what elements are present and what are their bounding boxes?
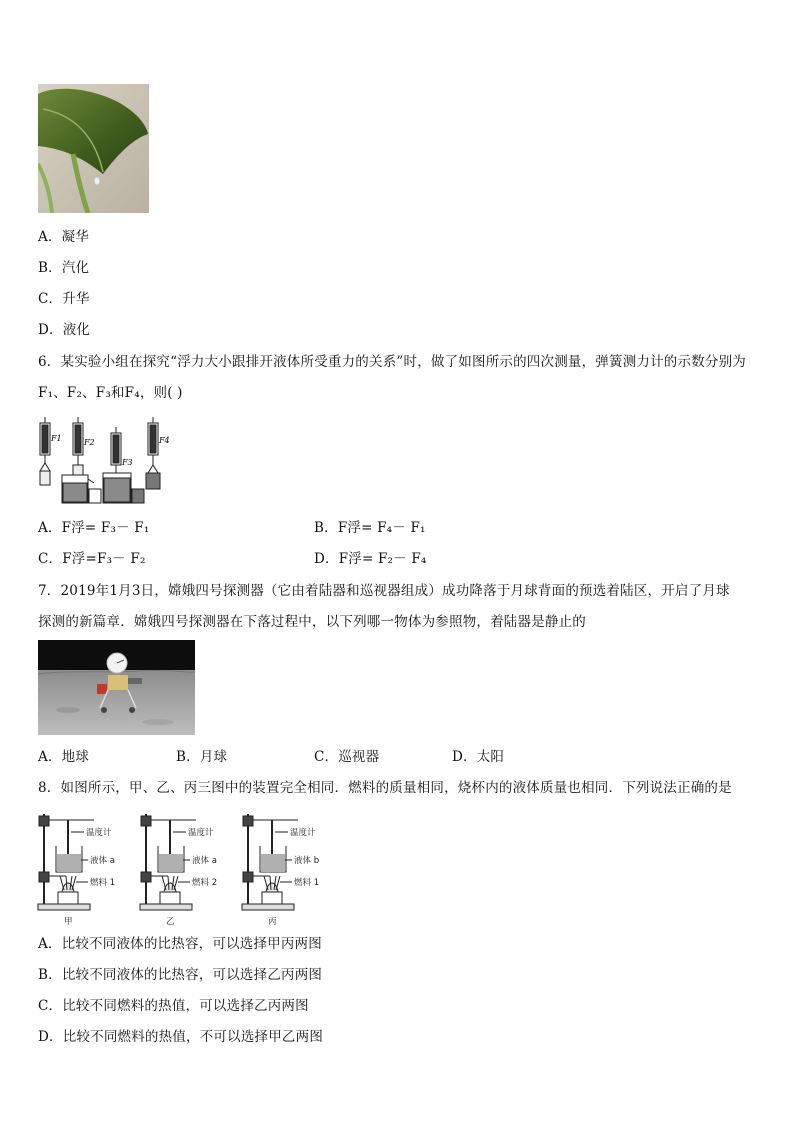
fuel-label-jia: 燃料 1 xyxy=(90,878,116,888)
q5-option-d: D．液化 xyxy=(38,322,91,338)
liquid-label-jia: 液体 a xyxy=(90,856,115,866)
q8-option-a: A．比较不同液体的比热容，可以选择甲丙两图 xyxy=(38,936,322,952)
q6-stem-line2: F₁、F₂、F₃和F₄，则( ) xyxy=(38,385,183,401)
q7-stem-line1: 7．2019年1月3日，嫦娥四号探测器（它由着陆器和巡视器组成）成功降落于月球背面的预选着陆区，开启了月球 xyxy=(38,583,730,599)
fuel-label-bing: 燃料 1 xyxy=(294,878,320,888)
q6-stem-line1: 6．某实验小组在探究“浮力大小跟排开液体所受重力的关系”时，做了如图所示的四次测量，弹簧测力计的示数分别为 xyxy=(38,354,746,370)
q6-option-b: B．F浮= F₄－ F₁ xyxy=(314,520,426,536)
spring-scale-figure xyxy=(36,415,176,507)
liquid-label-yi: 液体 a xyxy=(192,856,217,866)
q7-option-b: B．月球 xyxy=(176,749,228,765)
f2-label: F2 xyxy=(84,438,95,447)
q6-option-c: C．F浮=F₃－ F₂ xyxy=(38,551,146,567)
heating-apparatus-figure xyxy=(36,810,336,930)
q7-stem-line2: 探测的新篇章．嫦娥四号探测器在下落过程中，以下列哪一物体为参照物，着陆器是静止的 xyxy=(38,614,586,630)
q8-option-c: C．比较不同燃料的热值，可以选择乙丙两图 xyxy=(38,998,309,1014)
q7-option-d: D．太阳 xyxy=(452,749,505,765)
q8-option-b: B．比较不同液体的比热容，可以选择乙丙两图 xyxy=(38,967,323,983)
fuel-label-yi: 燃料 2 xyxy=(192,878,218,888)
q5-option-b: B．汽化 xyxy=(38,260,90,276)
q7-option-c: C．巡视器 xyxy=(314,749,380,765)
caption-bing: 丙 xyxy=(268,917,277,927)
caption-jia: 甲 xyxy=(64,917,73,927)
lunar-lander-photo xyxy=(38,640,195,735)
q6-option-d: D．F浮= F₂－ F₄ xyxy=(314,551,427,567)
liquid-label-bing: 液体 b xyxy=(294,856,320,866)
f3-label: F3 xyxy=(122,458,133,467)
leaf-dew-photo xyxy=(38,84,149,213)
thermo-label-yi: 温度计 xyxy=(188,828,214,838)
q7-option-a: A．地球 xyxy=(38,749,90,765)
thermo-label-bing: 温度计 xyxy=(290,828,316,838)
f1-label: F1 xyxy=(51,434,62,443)
f4-label: F4 xyxy=(159,436,170,445)
q5-option-c: C．升华 xyxy=(38,291,90,307)
q6-option-a: A．F浮= F₃－ F₁ xyxy=(38,520,150,536)
thermo-label-jia: 温度计 xyxy=(86,828,112,838)
q8-option-d: D．比较不同燃料的热值，不可以选择甲乙两图 xyxy=(38,1029,324,1045)
q8-stem: 8．如图所示，甲、乙、丙三图中的装置完全相同．燃料的质量相同，烧杯内的液体质量也相同．下列说法正确的是 xyxy=(38,780,732,796)
q5-option-a: A．凝华 xyxy=(38,229,90,245)
caption-yi: 乙 xyxy=(166,917,175,927)
